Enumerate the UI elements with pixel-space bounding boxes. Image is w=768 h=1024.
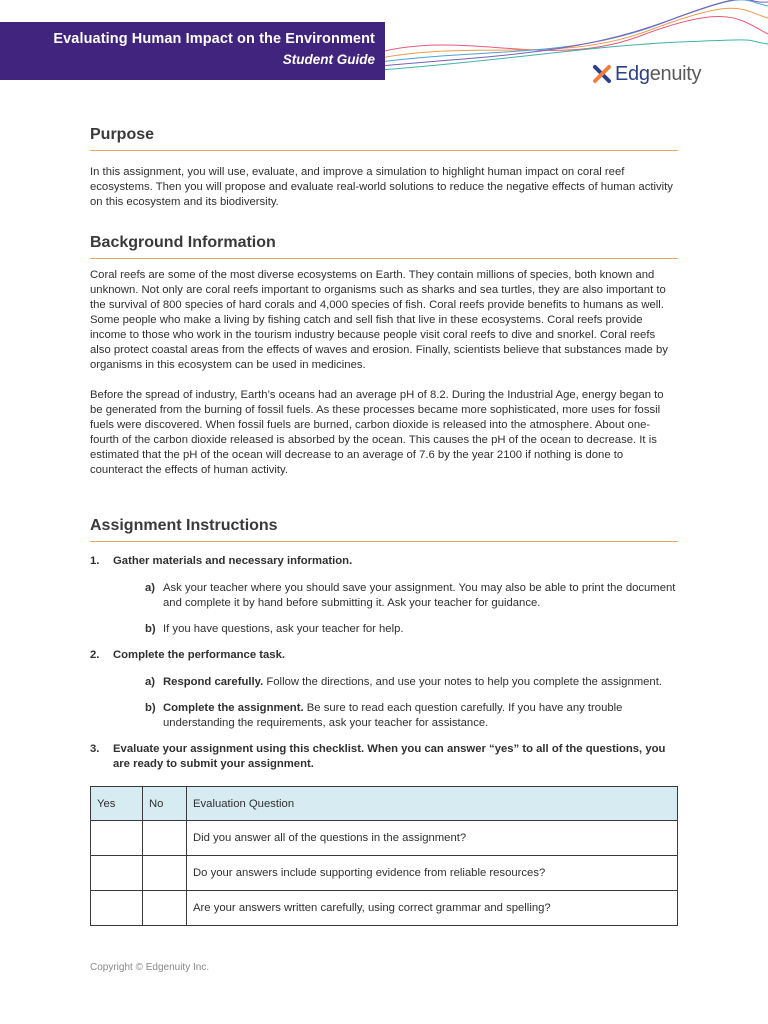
step-number: 2. — [90, 649, 100, 661]
instructions-heading: Assignment Instructions — [90, 515, 678, 542]
substep-letter: b) — [145, 623, 156, 635]
substep-1b — [145, 622, 678, 637]
assignment-instructions-section — [90, 515, 678, 926]
decorative-swoosh-lines-icon — [380, 0, 768, 80]
no-checkbox-cell[interactable] — [143, 856, 187, 891]
title-banner — [0, 22, 385, 80]
step-number: 3. — [90, 743, 100, 755]
purpose-section — [90, 124, 678, 210]
step-2-substeps — [145, 675, 678, 731]
column-header-yes: Yes — [91, 787, 143, 821]
substep-letter: a) — [145, 676, 156, 688]
step-1-substeps — [145, 581, 678, 637]
substep-letter: b) — [145, 702, 156, 714]
step-1 — [90, 554, 678, 569]
copyright-footer: Copyright © Edgenuity Inc. — [90, 962, 210, 973]
yes-checkbox-cell[interactable] — [91, 821, 143, 856]
evaluation-question: Are your answers written carefully, using correct grammar and spelling? — [187, 891, 678, 926]
column-header-no: No — [143, 787, 187, 821]
substep-text: If you have questions, ask your teacher for help. — [163, 623, 404, 635]
step-3 — [90, 742, 678, 772]
yes-checkbox-cell[interactable] — [91, 856, 143, 891]
step-number: 1. — [90, 555, 100, 567]
substep-2b — [145, 701, 678, 731]
background-paragraph-1: Coral reefs are some of the most diverse ecosystems on Earth. They contain millions of species, both known and unknown. Not only are coral reefs important to organisms such as sharks and sea turtles, they are also important to the survival of 800 species of hard corals and 4,000 species of fish. Coral reefs provide benefits to humans as well. Some people who make a living by fishing catch and sell fish that live in these ecosystems. Coral reefs provide income to those who work in the tourism industry because people visit coral reefs to dive and snorkel. Coral reefs also protect coastal areas from the effects of waves and erosion. Finally, scientists believe that substances made by organisms in this ecosystem can be used in medicines. — [90, 269, 668, 371]
logo-text: Edgenuity — [615, 62, 702, 85]
document-header — [0, 0, 768, 92]
step-text: Evaluate your assignment using this checklist. When you can answer “yes” to all of the questions, you are ready to submit your assignment. — [113, 743, 666, 770]
edgenuity-logo — [592, 60, 701, 88]
yes-checkbox-cell[interactable] — [91, 891, 143, 926]
evaluation-checklist-table — [90, 786, 678, 926]
background-heading: Background Information — [90, 232, 678, 259]
purpose-heading: Purpose — [90, 124, 678, 151]
substep-2a — [145, 675, 678, 690]
substep-1a — [145, 581, 678, 611]
step-2 — [90, 648, 678, 663]
table-header-row — [91, 787, 678, 821]
background-paragraph-2: Before the spread of industry, Earth’s oceans had an average pH of 8.2. During the Industrial Age, energy began to be generated from the burning of fossil fuels. As these processes became more sophisticated, more uses for fossil fuels were discovered. When fossil fuels are burned, carbon dioxide is released into the atmosphere. About one-fourth of the carbon dioxide released is absorbed by the ocean. This causes the pH of the ocean to decrease. It is estimated that the pH of the ocean will decrease to an average of 7.6 by the year 2100 if nothing is done to counteract the effects of human activity. — [90, 389, 664, 476]
evaluation-question: Did you answer all of the questions in the assignment? — [187, 821, 678, 856]
substep-letter: a) — [145, 582, 156, 594]
step-text: Gather materials and necessary information. — [113, 555, 353, 567]
document-title: Evaluating Human Impact on the Environment — [53, 31, 375, 47]
purpose-text: In this assignment, you will use, evaluate, and improve a simulation to highlight human impact on coral reef ecosystems. Then you will propose and evaluate real-world solutions to reduce the negative effects of human activity on this ecosystem and its biodiversity. — [90, 166, 673, 208]
substep-text: Respond carefully. Follow the directions, and use your notes to help you complete the assignment. — [163, 676, 662, 688]
column-header-question: Evaluation Question — [187, 787, 678, 821]
step-text: Complete the performance task. — [113, 649, 286, 661]
edgenuity-x-logo-icon — [592, 64, 612, 84]
substep-text: Complete the assignment. Be sure to read each question carefully. If you have any trouble understanding the requirements, ask your teacher for assistance. — [163, 702, 623, 729]
evaluation-question: Do your answers include supporting evidence from reliable resources? — [187, 856, 678, 891]
table-row — [91, 891, 678, 926]
no-checkbox-cell[interactable] — [143, 821, 187, 856]
table-row — [91, 821, 678, 856]
substep-text: Ask your teacher where you should save your assignment. You may also be able to print the document and complete it by hand before submitting it. Ask your teacher for guidance. — [163, 582, 676, 609]
document-subtitle: Student Guide — [282, 52, 375, 67]
table-row — [91, 856, 678, 891]
background-section — [90, 232, 678, 478]
no-checkbox-cell[interactable] — [143, 891, 187, 926]
document-body — [90, 124, 678, 926]
